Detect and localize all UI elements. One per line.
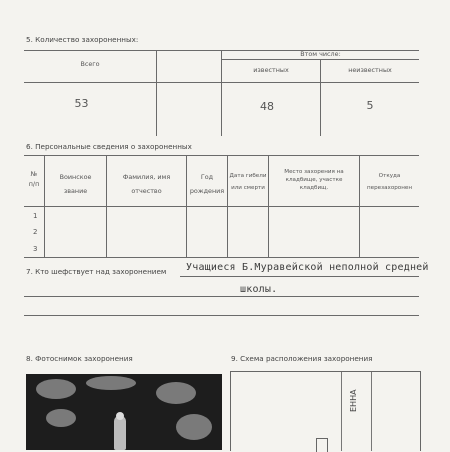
col-known: известных [253, 66, 289, 74]
col-total: Всего [80, 60, 100, 68]
section6-title: 6. Персональные сведения о захороненных [26, 142, 192, 151]
section8-title: 8. Фотоснимок захоронения [26, 354, 133, 363]
burial-schema [230, 371, 421, 451]
col-death-date: Дата гибели или смерти [229, 173, 267, 192]
schema-label: ЕННА [349, 389, 358, 412]
col-no: № п/п [28, 170, 40, 188]
total-value: 53 [74, 97, 89, 110]
unknown-value: 5 [366, 99, 374, 112]
patron-value-line2: школы. [240, 284, 278, 295]
col-birth-year: Год рождения [189, 173, 225, 196]
row-number: 3 [33, 245, 38, 253]
col-unknown: неизвестных [348, 66, 392, 74]
col-reburied-from: Откуда перезахоронен [367, 173, 412, 192]
col-burial-place: Место захорения на кладбище, участке кладбищ. [284, 169, 344, 192]
row-number: 1 [33, 212, 38, 220]
col-name: Фамилия, имя отчество [122, 173, 171, 196]
col-rank: Воинское звание [59, 173, 92, 196]
section9-title: 9. Схема расположения захоронения [231, 354, 373, 363]
known-value: 48 [260, 100, 274, 113]
burial-photo [26, 374, 222, 450]
section5-title: 5. Количество захороненных: [26, 35, 139, 44]
section7-title: 7. Кто шефствует над захоронением [26, 267, 167, 276]
col-including: Втом числе: [300, 50, 341, 58]
row-number: 2 [33, 228, 38, 236]
patron-value-line1: Учащиеся Б.Муравейской неполной средней [186, 262, 429, 273]
